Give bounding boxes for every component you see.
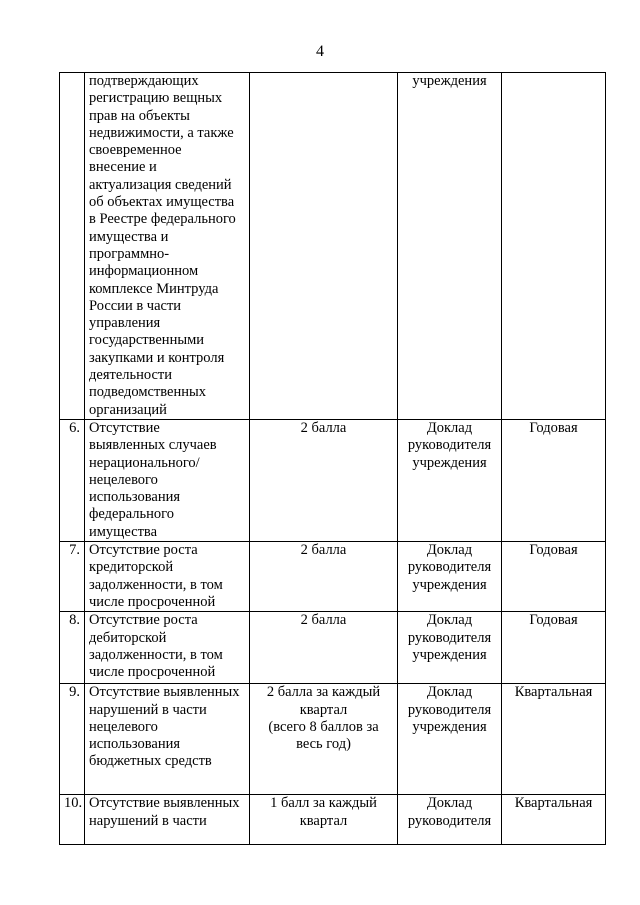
table-row xyxy=(60,612,606,684)
source-cell xyxy=(398,612,502,684)
indicator-line: нецелевого xyxy=(89,718,158,735)
score-line: 2 балла за каждый xyxy=(266,684,381,701)
indicator-cell xyxy=(85,684,250,795)
indicator-line: задолженности, в том xyxy=(89,576,223,593)
indicator-line: своевременное xyxy=(89,142,182,159)
indicator-line: кредиторской xyxy=(89,559,174,576)
indicator-cell xyxy=(85,420,250,542)
period-cell: Годовая xyxy=(502,612,606,684)
indicator-line: программно- xyxy=(89,245,170,262)
indicator-line: об объектах имущества xyxy=(89,194,235,211)
table-row xyxy=(60,795,606,845)
indicator-cell xyxy=(85,542,250,612)
indicator-line: комплексе Минтруда xyxy=(89,280,219,297)
indicator-line: внесение и xyxy=(89,159,157,176)
period-cell: Годовая xyxy=(502,420,606,542)
indicator-line: прав на объекты xyxy=(89,107,190,124)
row-number: 8. xyxy=(60,612,85,684)
criteria-table-body xyxy=(60,73,606,845)
indicator-line: подтверждающих xyxy=(89,73,199,89)
period-cell: Квартальная xyxy=(502,684,606,795)
source-line: учреждения xyxy=(412,576,487,593)
indicator-line: нерационального/ xyxy=(89,454,200,471)
indicator-line: Отсутствие выявленных xyxy=(89,684,240,701)
source-line: руководителя xyxy=(407,559,492,576)
source-line: учреждения xyxy=(412,718,487,735)
table-row xyxy=(60,542,606,612)
row-number xyxy=(60,73,85,420)
source-line: руководителя xyxy=(407,629,492,646)
indicator-line: федерального xyxy=(89,506,174,523)
period-cell xyxy=(502,73,606,420)
criteria-table xyxy=(59,72,606,845)
source-line: Доклад xyxy=(426,420,473,436)
indicator-line: Отсутствие xyxy=(89,420,160,436)
indicator-line: актуализация сведений xyxy=(89,176,232,193)
indicator-line: дебиторской xyxy=(89,629,167,646)
source-line: Доклад xyxy=(426,542,473,559)
score-cell xyxy=(250,73,398,420)
indicator-line: имущества xyxy=(89,523,158,540)
indicator-line: использования xyxy=(89,489,181,506)
indicator-line: бюджетных средств xyxy=(89,753,212,770)
indicator-line: закупками и контроля xyxy=(89,349,225,366)
period-cell: Квартальная xyxy=(502,795,606,845)
indicator-line: в Реестре федерального xyxy=(89,211,236,228)
indicator-line: России в части xyxy=(89,297,182,314)
row-number: 10. xyxy=(60,795,85,845)
indicator-line: организаций xyxy=(89,401,167,418)
score-line: квартал xyxy=(299,701,348,718)
score-cell xyxy=(250,684,398,795)
source-line: учреждения xyxy=(412,73,487,89)
indicator-line: Отсутствие выявленных xyxy=(89,795,240,812)
indicator-line: деятельности xyxy=(89,367,173,384)
indicator-line: регистрацию вещных xyxy=(89,90,223,107)
source-cell xyxy=(398,684,502,795)
period-cell: Годовая xyxy=(502,542,606,612)
indicator-line: подведомственных xyxy=(89,384,206,401)
table-row xyxy=(60,420,606,542)
indicator-line: числе просроченной xyxy=(89,593,216,610)
row-number: 9. xyxy=(60,684,85,795)
indicator-cell xyxy=(85,612,250,684)
indicator-line: выявленных случаев xyxy=(89,437,217,454)
score-line: 2 балла xyxy=(300,612,347,629)
table-row xyxy=(60,73,606,420)
indicator-line: нарушений в части xyxy=(89,812,207,829)
source-line: учреждения xyxy=(412,646,487,663)
indicator-line: имущества и xyxy=(89,228,169,245)
page-number: 4 xyxy=(316,43,324,60)
row-number: 6. xyxy=(60,420,85,542)
source-cell xyxy=(398,795,502,845)
indicator-line: нецелевого xyxy=(89,471,158,488)
source-line: Доклад xyxy=(426,684,473,701)
source-line: руководителя xyxy=(407,701,492,718)
indicator-line: недвижимости, а также xyxy=(89,124,234,141)
score-cell xyxy=(250,612,398,684)
indicator-line: государственными xyxy=(89,332,205,349)
indicator-line: числе просроченной xyxy=(89,664,216,681)
source-line: Доклад xyxy=(426,612,473,629)
score-line: 1 балл за каждый xyxy=(270,795,377,812)
source-line: руководителя xyxy=(407,812,492,829)
indicator-cell xyxy=(85,73,250,420)
score-cell xyxy=(250,420,398,542)
source-line: учреждения xyxy=(412,454,487,471)
score-line: 2 балла xyxy=(300,420,347,436)
indicator-line: использования xyxy=(89,736,181,753)
indicator-line: управления xyxy=(89,315,161,332)
score-cell xyxy=(250,542,398,612)
score-line: весь год) xyxy=(296,736,351,753)
indicator-cell xyxy=(85,795,250,845)
score-line: 2 балла xyxy=(300,542,347,559)
score-line: (всего 8 баллов за xyxy=(268,718,379,735)
indicator-line: нарушений в части xyxy=(89,701,207,718)
source-line: руководителя xyxy=(407,437,492,454)
indicator-line: Отсутствие роста xyxy=(89,542,198,559)
indicator-line: задолженности, в том xyxy=(89,646,223,663)
score-cell xyxy=(250,795,398,845)
source-line: Доклад xyxy=(426,795,473,812)
source-cell xyxy=(398,542,502,612)
source-cell xyxy=(398,420,502,542)
source-cell xyxy=(398,73,502,420)
row-number: 7. xyxy=(60,542,85,612)
indicator-line: информационном xyxy=(89,263,199,280)
score-line: квартал xyxy=(299,812,348,829)
indicator-line: Отсутствие роста xyxy=(89,612,198,629)
table-row xyxy=(60,684,606,795)
